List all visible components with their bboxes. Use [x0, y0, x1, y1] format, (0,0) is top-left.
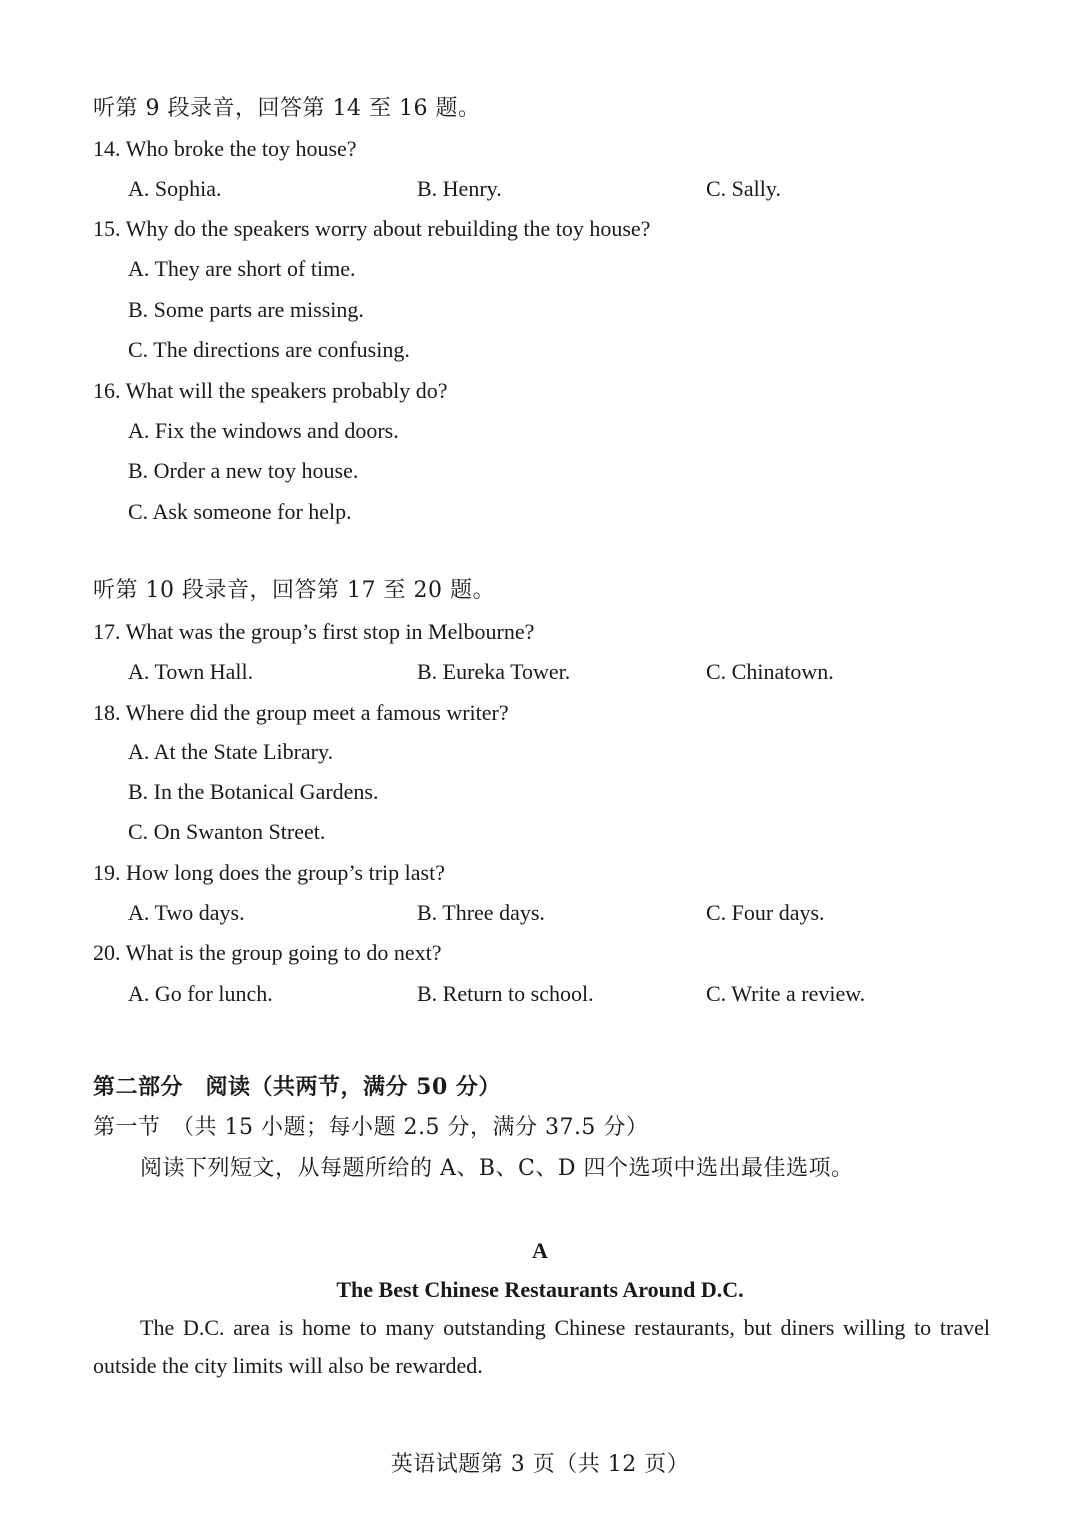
question-19: 19. How long does the group’s trip last?	[93, 860, 445, 885]
q17-option-b: B. Eureka Tower.	[417, 659, 571, 684]
q20-option-a: A. Go for lunch.	[128, 981, 273, 1006]
q15-option-c: C. The directions are confusing.	[128, 337, 410, 362]
question-15: 15. Why do the speakers worry about rebuilding the toy house?	[93, 216, 651, 241]
q14-option-a: A. Sophia.	[128, 176, 222, 201]
question-18: 18. Where did the group meet a famous writer?	[93, 700, 509, 725]
q14-option-b: B. Henry.	[417, 176, 502, 201]
q18-option-c: C. On Swanton Street.	[128, 819, 326, 844]
q19-option-a: A. Two days.	[128, 900, 245, 925]
question-16: 16. What will the speakers probably do?	[93, 378, 448, 403]
q17-option-a: A. Town Hall.	[128, 659, 254, 684]
passage-letter: A	[532, 1238, 548, 1263]
q15-option-b: B. Some parts are missing.	[128, 297, 364, 322]
q19-option-c: C. Four days.	[706, 900, 825, 925]
part-2-heading: 第二部分 阅读（共两节，满分 50 分）	[93, 1074, 501, 1100]
section-10-heading: 听第 10 段录音，回答第 17 至 20 题。	[93, 578, 495, 603]
q16-option-a: A. Fix the windows and doors.	[128, 418, 399, 443]
q19-option-b: B. Three days.	[417, 900, 545, 925]
page-footer: 英语试题第 3 页（共 12 页）	[390, 1452, 690, 1477]
q20-option-c: C. Write a review.	[706, 981, 866, 1006]
section-1-heading: 第一节 （共 15 小题；每小题 2.5 分，满分 37.5 分）	[93, 1115, 649, 1140]
q16-option-b: B. Order a new toy house.	[128, 458, 359, 483]
q16-option-c: C. Ask someone for help.	[128, 499, 352, 524]
passage-title: The Best Chinese Restaurants Around D.C.	[336, 1277, 744, 1302]
q14-option-c: C. Sally.	[706, 176, 781, 201]
passage-paragraph: The D.C. area is home to many outstanding Chinese restaurants, but diners willing to travel outside the city limits will also be rewarded.	[93, 1315, 990, 1378]
reading-instructions: 阅读下列短文，从每题所给的 A、B、C、D 四个选项中选出最佳选项。	[140, 1156, 854, 1181]
q17-option-c: C. Chinatown.	[706, 659, 834, 684]
question-14: 14. Who broke the toy house?	[93, 136, 357, 161]
question-17: 17. What was the group’s first stop in Melbourne?	[93, 619, 535, 644]
q15-option-a: A. They are short of time.	[128, 256, 356, 281]
section-9-heading: 听第 9 段录音，回答第 14 至 16 题。	[93, 96, 481, 121]
q18-option-a: A. At the State Library.	[128, 739, 334, 764]
question-20: 20. What is the group going to do next?	[93, 940, 442, 965]
q18-option-b: B. In the Botanical Gardens.	[128, 779, 379, 804]
q20-option-b: B. Return to school.	[417, 981, 594, 1006]
